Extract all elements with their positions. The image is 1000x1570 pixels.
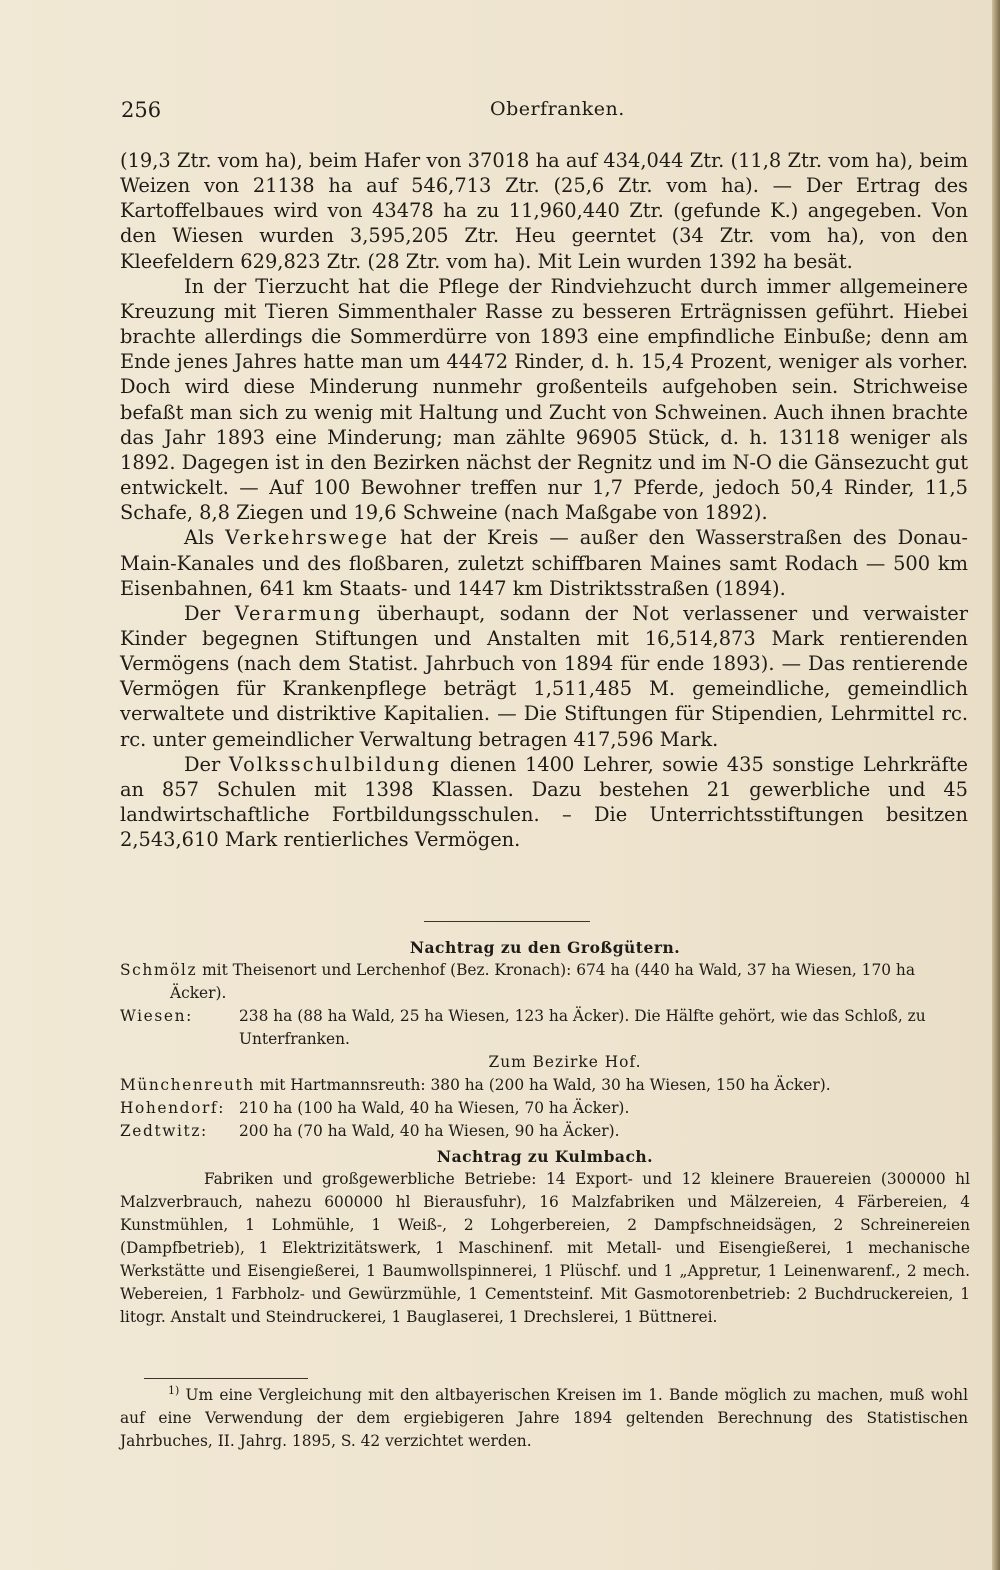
estate-details: 238 ha (88 ha Wald, 25 ha Wiesen, 123 ha Äcker). Die Hälfte gehört, wie das Schloß, zu Unterfranken. (239, 1007, 926, 1048)
spaced-keyword: Volksschulbildung (228, 752, 442, 776)
footnote (120, 1379, 968, 1453)
estate-details: mit Theisenort und Lerchenhof (Bez. Kronach): 674 ha (440 ha Wald, 37 ha Wiesen, 170 ha Äcker). (170, 961, 916, 1002)
estate-entry (120, 1074, 970, 1097)
estate-name: Hohendorf: (120, 1099, 225, 1117)
estate-entry (120, 959, 970, 1005)
running-title: Oberfranken. (490, 98, 625, 120)
supplement-estates (120, 936, 970, 1329)
paragraph-rest: überhaupt, sodann der Not verlassener und verwaister Kinder begegnen Stiftungen und Anstalten mit 16,514,873 Mark rentierenden Vermögens (nach dem Statist. Jahrbuch von 1894 für ende 1893). — Das rentierende Vermögen für Krankenpflege beträgt 1,511,485 M. gemeindliche, gemeindlich verwaltete und distriktive Kapitalien. — Die Stiftungen für Stipendien, Lehrmittel rc. rc. unter gemeindlicher Verwaltung betragen 417,596 Mark. (120, 601, 968, 751)
spaced-keyword: Verkehrswege (225, 526, 390, 550)
estate-name: Zedtwitz: (120, 1122, 208, 1140)
supplement-title: Nachtrag zu Kulmbach. (436, 1147, 654, 1166)
page-edge-shadow (992, 0, 1000, 1570)
main-text (120, 148, 968, 852)
paragraph-lead: Als (184, 526, 215, 550)
section-divider (424, 921, 590, 922)
estate-name: Münchenreuth (120, 1076, 255, 1094)
supplement-title: Nachtrag zu den Großgütern. (409, 938, 681, 957)
paragraph-poverty (120, 601, 968, 752)
estate-name: Wiesen: (120, 1007, 193, 1025)
paragraph-schools (120, 752, 968, 853)
estate-name: Schmölz (120, 961, 198, 979)
footnote-text: Um eine Vergleichung mit den altbayerischen Kreisen im 1. Bande möglich zu machen, muß wohl auf eine Verwendung der dem ergiebigeren Jahre 1894 geltenden Berechnung des Statistischen Jahrbuches, II. Jahrg. 1895, S. 42 verzichtet werden. (120, 1386, 968, 1451)
estate-details: 200 ha (70 ha Wald, 40 ha Wiesen, 90 ha Äcker). (239, 1122, 620, 1140)
estate-entry (120, 1120, 970, 1143)
estate-entry (120, 1005, 970, 1051)
estate-entry (120, 1097, 970, 1120)
supplement-kulmbach-text: Fabriken und großgewerbliche Betriebe: 14 Export- und 12 kleinere Brauereien (300000 hl Malzverbrauch, nahezu 600000 hl Bierausfuhr), 16 Malzfabriken und Mälzereien, 4 Färbereien, 4 Kunstmühlen, 1 Lohmühle, 1 Weiß-, 2 Lohgerbereien, 2 Dampfschneidsägen, 2 Schreinereien (Dampfbetrieb), 1 Elektrizitätswerk, 1 Maschinenf. mit Metall- und Eisengießerei, 1 mechanische Werkstätte und Eisengießerei, 1 Baumwollspinnerei, 1 Plüschf. und 1 „Appretur, 1 Leinenwarenf., 2 mech. Webereien, 1 Farbholz- und Gewürzmühle, 1 Cementsteinf. Mit Gasmotorenbetrieb: 2 Buchdruckereien, 1 litogr. Anstalt und Steindruckerei, 1 Bauglaserei, 1 Drechslerei, 1 Büttnerei. (120, 1170, 970, 1326)
paragraph-livestock: In der Tierzucht hat die Pflege der Rindviehzucht durch immer allgemeinere Kreuzung mit Tieren Simmenthaler Rasse zu besseren Erträgnissen geführt. Hiebei brachte allerdings die Sommerdürre von 1893 eine empfindliche Einbuße; denn am Ende jenes Jahres hatte man um 44472 Rinder, d. h. 15,4 Prozent, weniger als vorher. Doch wird diese Minderung nunmehr großenteils aufgehoben sein. Strichweise befaßt man sich zu wenig mit Haltung und Zucht von Schweinen. Auch ihnen brachte das Jahr 1893 eine Minderung; man zählte 96905 Stück, d. h. 13118 weniger als 1892. Dagegen ist in den Bezirken nächst der Regnitz und im N-O die Gänsezucht gut entwickelt. — Auf 100 Bewohner treffen nur 1,7 Pferde, jedoch 50,4 Rinder, 11,5 Schafe, 8,8 Ziegen und 19,6 Schweine (nach Maßgabe von 1892). (120, 274, 968, 525)
estate-details: mit Hartmannsreuth: 380 ha (200 ha Wald, 30 ha Wiesen, 150 ha Äcker). (259, 1076, 831, 1094)
paragraph-lead: Der (184, 752, 221, 776)
paragraph-lead: Der (184, 601, 221, 625)
spaced-keyword: Verarmung (234, 601, 363, 625)
paragraph-rest: hat der Kreis — außer den Wasserstraßen des Donau-Main-Kanales und des floßbaren, zuletzt schiffbaren Maines samt Rodach — 500 km Eisenbahnen, 641 km Staats- und 1447 km Distriktsstraßen (1894). (120, 526, 968, 600)
paragraph-rest: dienen 1400 Lehrer, sowie 435 sonstige Lehrkräfte an 857 Schulen mit 1398 Klassen. Dazu bestehen 21 gewerbliche und 45 landwirtschaftliche Fortbildungsschulen. – Die Unterrichtsstiftungen besitzen 2,543,610 Mark rentierliches Vermögen. (120, 752, 968, 852)
district-subheading: Zum Bezirke Hof. (488, 1053, 642, 1071)
page-number: 256 (121, 98, 162, 122)
paragraph-harvest: (19,3 Ztr. vom ha), beim Hafer von 37018 ha auf 434,044 Ztr. (11,8 Ztr. vom ha), beim Weizen von 21138 ha auf 546,713 Ztr. (25,6 Ztr. vom ha). — Der Ertrag des Kartoffelbaues wird von 43478 ha zu 11,960,440 Ztr. (gefunde K.) angegeben. Von den Wiesen wurden 3,595,205 Ztr. Heu geerntet (34 Ztr. vom ha), von den Kleefeldern 629,823 Ztr. (28 Ztr. vom ha). Mit Lein wurden 1392 ha besät. (120, 149, 968, 273)
paragraph-transport (120, 525, 968, 600)
estate-details: 210 ha (100 ha Wald, 40 ha Wiesen, 70 ha Äcker). (239, 1099, 630, 1117)
footnote-mark: 1) (168, 1384, 180, 1397)
